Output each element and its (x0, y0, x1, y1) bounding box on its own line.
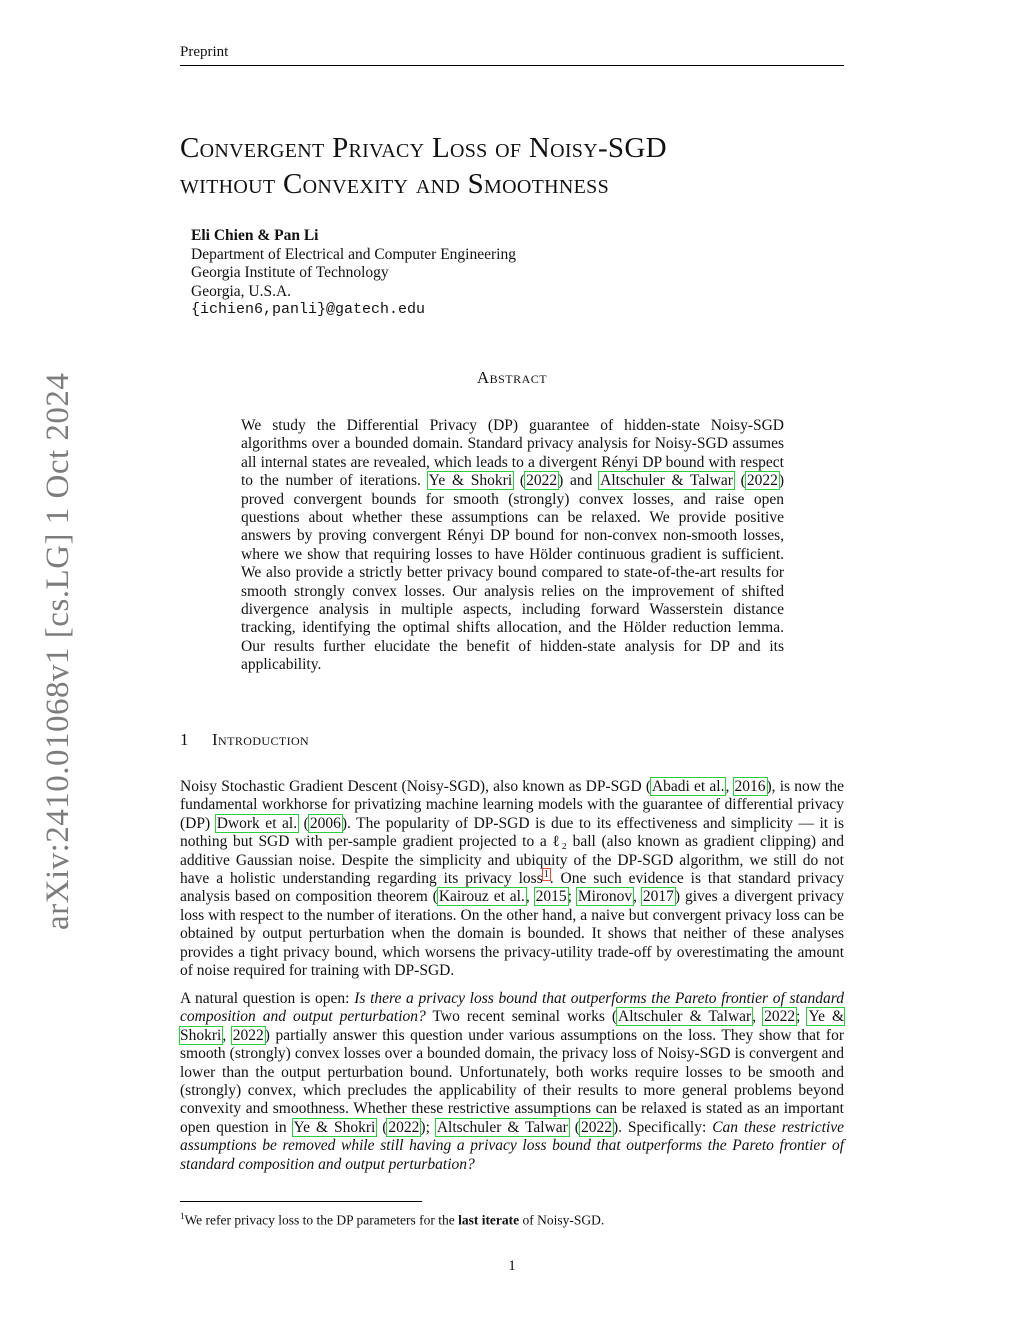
section-title: Introduction (212, 730, 310, 749)
footnote (180, 1208, 604, 1229)
paragraph-text: ); (420, 1118, 436, 1136)
citation-link[interactable]: Mironov (577, 888, 633, 906)
citation-link[interactable]: Ye & Shokri (293, 1118, 376, 1136)
title-line-2: without Convexity and Smoothness (180, 168, 609, 200)
citation-link[interactable]: Kairouz et al. (438, 888, 525, 906)
citation-link[interactable]: 2015 (535, 888, 567, 906)
author-names: Eli Chien & Pan Li (191, 227, 319, 244)
citation-link[interactable]: Altschuler & Talwar (600, 472, 733, 490)
footnote-text: We refer privacy loss to the DP parameters for the (184, 1212, 459, 1228)
abstract-heading: Abstract (476, 368, 548, 387)
citation-link[interactable]: 2006 (309, 814, 341, 832)
author-email[interactable]: {ichien6,panli}@gatech.edu (191, 301, 426, 318)
paragraph-text: ( (376, 1118, 388, 1136)
footnote-text: of Noisy-SGD. (519, 1212, 605, 1228)
abstract-text: ( (733, 472, 746, 490)
author-department: Department of Electrical and Computer Engineering (191, 245, 516, 263)
citation-link[interactable]: 2022 (232, 1026, 264, 1044)
arxiv-identifier-stamp[interactable]: arXiv:2410.01068v1 [cs.LG] 1 Oct 2024 (40, 372, 76, 930)
header-rule (180, 65, 844, 66)
section-number: 1 (180, 730, 189, 749)
abstract-text: ) proved convergent bounds for smooth (strongly) convex losses, and raise open questions about whether these assumptions can be relaxed. We provide positive answers by proving convergent Rényi DP bound for non-convex non-smooth losses, where we show that requiring losses to have Hölder continuous gradient is sufficient. We also provide a strictly better privacy bound compared to state-of-the-art results for smooth strongly convex losses. Our analysis relies on the improvement of shifted divergence analysis in multiple aspects, including forward Wasserstein distance tracking, identifying the optimal shifts allocation, and the Hölder reduction lemma. Our results further elucidate the benefit of hidden-state analysis for DP and its applicability. (241, 472, 784, 674)
footnote-mark: 1 (180, 1211, 185, 1221)
citation-link[interactable]: Altschuler & Talwar (618, 1008, 752, 1026)
paragraph-text: ( (568, 1118, 580, 1136)
paragraph-text: ; (567, 888, 577, 906)
abstract-text: ) and (558, 472, 600, 490)
paragraph-text: A natural question is open: (180, 990, 355, 1007)
paragraph-text: Two recent seminal works ( (425, 1008, 618, 1026)
author-institute: Georgia Institute of Technology (191, 264, 389, 281)
paragraph-text: Noisy Stochastic Gradient Descent (Noisy-SGD), also known as DP-SGD ( (180, 778, 651, 795)
paragraph-text: ) gives a divergent privacy loss with respect to the number of iterations. On the other hand, a naive but convergent privacy loss can be obtained by output perturbation when the domain is bounded. It shows that neither of these analyses provides a tight privacy bound, which worsens the privacy-utility trade-off by overestimating the amount of noise required for training with DP-SGD. (180, 888, 845, 980)
paragraph-text: , (222, 1026, 232, 1044)
citation-link[interactable]: Abadi et al. (651, 778, 725, 795)
abstract-body (241, 417, 784, 675)
paragraph-text: , (752, 1008, 764, 1026)
abstract-text: We study the Differential Privacy (DP) guarantee of hidden-state Noisy-SGD algorithms over a bounded domain. Standard privacy analysis for Noisy-SGD assumes all internal states are revealed, which leads to a divergent Rényi DP bound with respect to the number of iterations. (241, 417, 784, 490)
paragraph-text: ( (298, 814, 309, 832)
citation-link[interactable]: Altschuler & Talwar (436, 1118, 568, 1136)
paragraph-text: ; (796, 1008, 808, 1026)
citation-link[interactable]: Dwork et al. (216, 814, 298, 832)
footnote-bold-text: last iterate (458, 1212, 520, 1228)
abstract-text: ( (513, 472, 526, 490)
running-head: Preprint (180, 44, 229, 60)
citation-link[interactable]: 2022 (580, 1118, 612, 1136)
citation-link[interactable]: 2022 (764, 1008, 796, 1026)
author-block (191, 227, 516, 320)
paper-title (180, 130, 860, 202)
footnote-rule (180, 1201, 422, 1202)
paragraph-text: ) partially answer this question under various assumptions on the loss. They show that for smooth (strongly) convex losses over a bounded domain, the privacy loss of Noisy-SGD is convergent and lower than the output perturbation bound. Unfortunately, both works require losses to be smooth and (strongly) convex, which precludes the applicability of their results to more general problems beyond convexity and smoothness. Whether these restrictive assumptions can be relaxed is stated as an important open question in (180, 1026, 845, 1136)
citation-link[interactable]: 2022 (526, 472, 558, 490)
citation-link[interactable]: Ye & Shokri (180, 1008, 845, 1044)
research-question: Can these restrictive assumptions be removed while still having a privacy loss bound that outperforms the Pareto frontier of standard composition and output perturbation? (180, 1118, 845, 1173)
paragraph-text: , (633, 888, 642, 906)
paragraph-text: . One such evidence is that standard privacy analysis based on composition theorem ( (180, 870, 844, 906)
citation-link[interactable]: 2016 (734, 778, 766, 795)
research-question: Is there a privacy loss bound that outperforms the Pareto frontier of standard composition and output perturbation? (180, 990, 844, 1026)
citation-link[interactable]: Ye & Shokri (428, 472, 513, 490)
paragraph-text: , (725, 778, 734, 795)
paragraph-text: , (525, 888, 535, 906)
paragraph-text: ), is now the fundamental workhorse for privatizing machine learning models with the guarantee of differential privacy (DP) (180, 778, 844, 832)
paragraph-text: ). The popularity of DP-SGD is due to its effectiveness and simplicity — it is nothing but SGD with per-sample gradient projected to a ℓ₂ ball (also known as gradient clipping) and additive Gaussian noise. Despite the simplicity and ubiquity of the DP-SGD algorithm, we still do not have a holistic understanding regarding its privacy loss (180, 814, 845, 888)
intro-paragraph-1 (180, 778, 844, 980)
paragraph-text: ). Specifically: (612, 1118, 713, 1136)
citation-link[interactable]: 2022 (746, 472, 778, 490)
citation-link[interactable]: 2017 (642, 888, 674, 906)
author-location: Georgia, U.S.A. (191, 282, 292, 300)
section-heading-introduction (180, 730, 309, 750)
page-number: 1 (508, 1258, 516, 1274)
citation-link[interactable]: 2022 (388, 1118, 420, 1136)
intro-paragraph-2 (180, 990, 844, 1174)
footnote-reference-link[interactable]: 1 (543, 868, 549, 880)
title-line-1: Convergent Privacy Loss of Noisy-SGD (180, 132, 667, 164)
